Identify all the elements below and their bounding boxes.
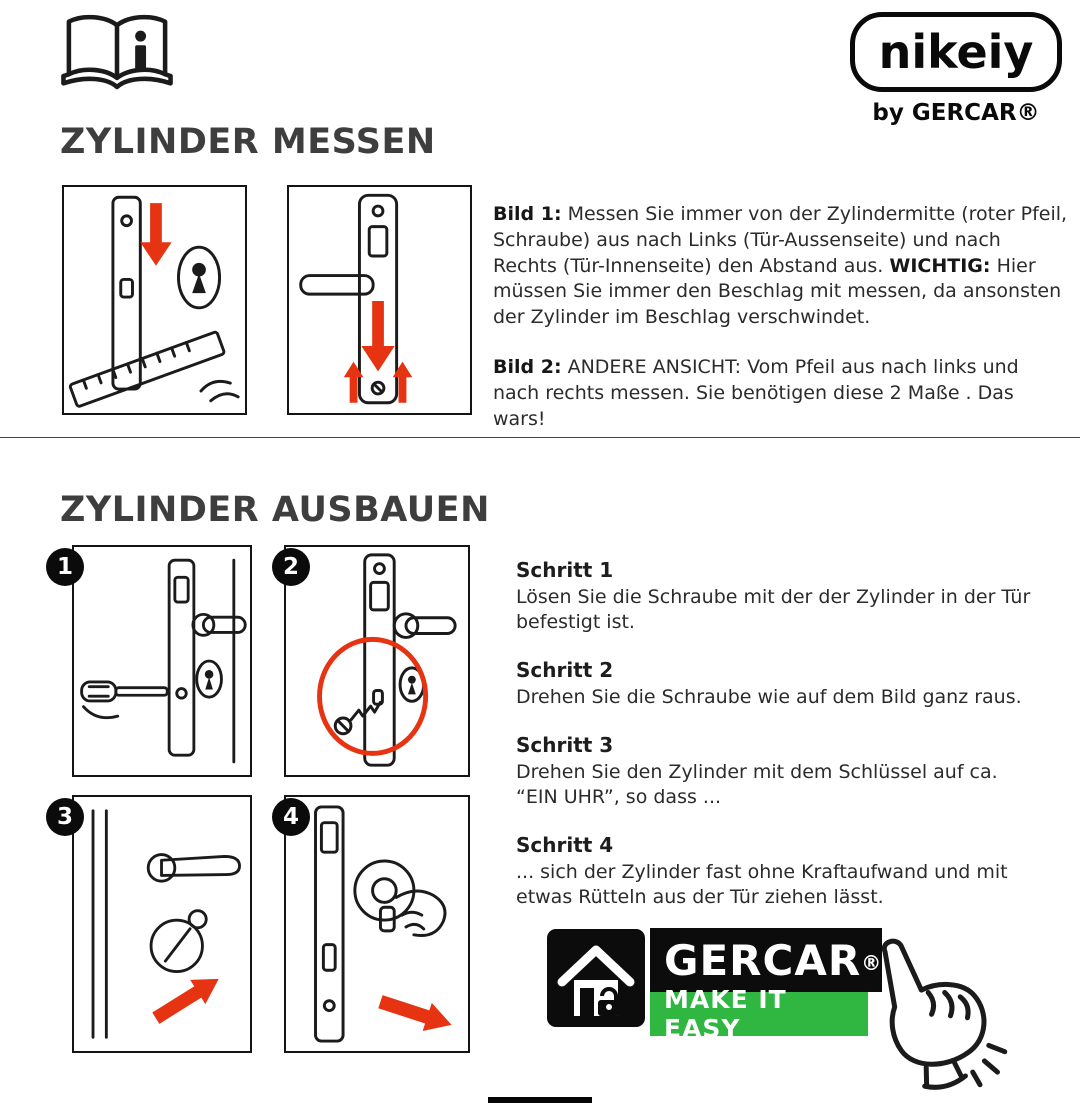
gercar-brand-text: GERCAR: [664, 935, 862, 985]
tagline-text: MAKE IT EASY: [664, 985, 787, 1043]
step3-label: Schritt 3: [516, 733, 614, 758]
step2-block: [516, 658, 1031, 710]
step1-block: [516, 558, 1031, 635]
bild1-text: Messen Sie immer von der Zylindermitte (roter Pfeil, Schraube) aus nach Links (Tür-Aussenseite) und nach Rechts (Tür-Innenseite) den Abstand aus.: [493, 203, 1068, 277]
manual-book-info-icon: [58, 6, 176, 98]
illustration-step2: [284, 545, 470, 777]
hand-hint: [201, 381, 230, 391]
bild1-label: Bild 1:: [493, 203, 562, 225]
brand-byline: by GERCAR®: [872, 100, 1040, 126]
bild2-label: Bild 2:: [493, 356, 562, 379]
step2-label: Schritt 2: [516, 658, 614, 683]
bild1-text-2: Hier müssen Sie immer den Beschlag mit messen, da ansonsten der Zylinder im Beschlag verschwindet.: [493, 254, 1062, 329]
registered-mark: ®: [861, 951, 883, 975]
house-lock-icon: [546, 928, 646, 1028]
steps-text-column: [516, 558, 1031, 934]
step3-number-badge: 3: [46, 798, 84, 836]
hand-hint: [84, 707, 118, 718]
bild2-paragraph: [493, 355, 1068, 432]
step2-drawing: [286, 547, 468, 775]
step4-text: ... sich der Zylinder fast ohne Kraftaufwand und mit etwas Rütteln aus der Tür ziehen lässt.: [516, 861, 1008, 909]
step4-block: [516, 833, 1031, 910]
screw-icon: [335, 702, 380, 733]
step4-number-badge: 4: [272, 798, 310, 836]
brand-logo: [850, 12, 1062, 92]
section-title-ausbauen: ZYLINDER AUSBAUEN: [60, 490, 490, 530]
red-arrow-down-icon: [140, 203, 171, 266]
illustration-step4: [284, 795, 470, 1053]
red-arrow-up-right-icon: [148, 967, 226, 1031]
key-bow: [189, 911, 206, 928]
bild1-drawing: [64, 187, 245, 413]
illustration-bild1: [62, 185, 247, 415]
illustration-step3: [72, 795, 252, 1053]
red-arrow-down-icon: [361, 301, 394, 371]
section-title-messen: ZYLINDER MESSEN: [60, 122, 436, 162]
brand-logo-text: nikeiy: [878, 25, 1034, 79]
step4-label: Schritt 4: [516, 833, 614, 858]
bild2-text: ANDERE ANSICHT: Vom Pfeil aus nach links und nach rechts messen. Sie benötigen diese 2 Maße . Das wars!: [493, 356, 1019, 430]
step3-block: [516, 733, 1031, 810]
step3-text: Drehen Sie den Zylinder mit dem Schlüssel auf ca. “EIN UHR”, so dass ...: [516, 761, 998, 809]
illustration-bild2: [287, 185, 472, 415]
messen-text-column: [493, 202, 1068, 433]
gercar-tagline: [650, 985, 868, 1043]
bild1-wichtig-label: WICHTIG:: [889, 254, 991, 277]
step4-drawing: [286, 797, 468, 1051]
red-arrow-right-icon: [376, 988, 456, 1039]
ruler-icon: [70, 331, 225, 407]
bottom-bar-decoration: [488, 1097, 592, 1103]
step3-drawing: [74, 797, 250, 1051]
step2-number-badge: 2: [272, 548, 310, 586]
section-divider: [0, 437, 1080, 438]
step1-label: Schritt 1: [516, 558, 614, 582]
step1-text: Lösen Sie die Schraube mit der der Zylinder in der Tür befestigt ist.: [516, 586, 1031, 634]
step2-text: Drehen Sie die Schraube wie auf dem Bild ganz raus.: [516, 686, 1022, 709]
screwdriver-icon: [82, 682, 168, 701]
bild1-paragraph: [493, 202, 1068, 331]
step1-number-badge: 1: [46, 548, 84, 586]
bild2-drawing: [289, 187, 470, 413]
step1-drawing: [74, 547, 250, 775]
illustration-step1: [72, 545, 252, 777]
